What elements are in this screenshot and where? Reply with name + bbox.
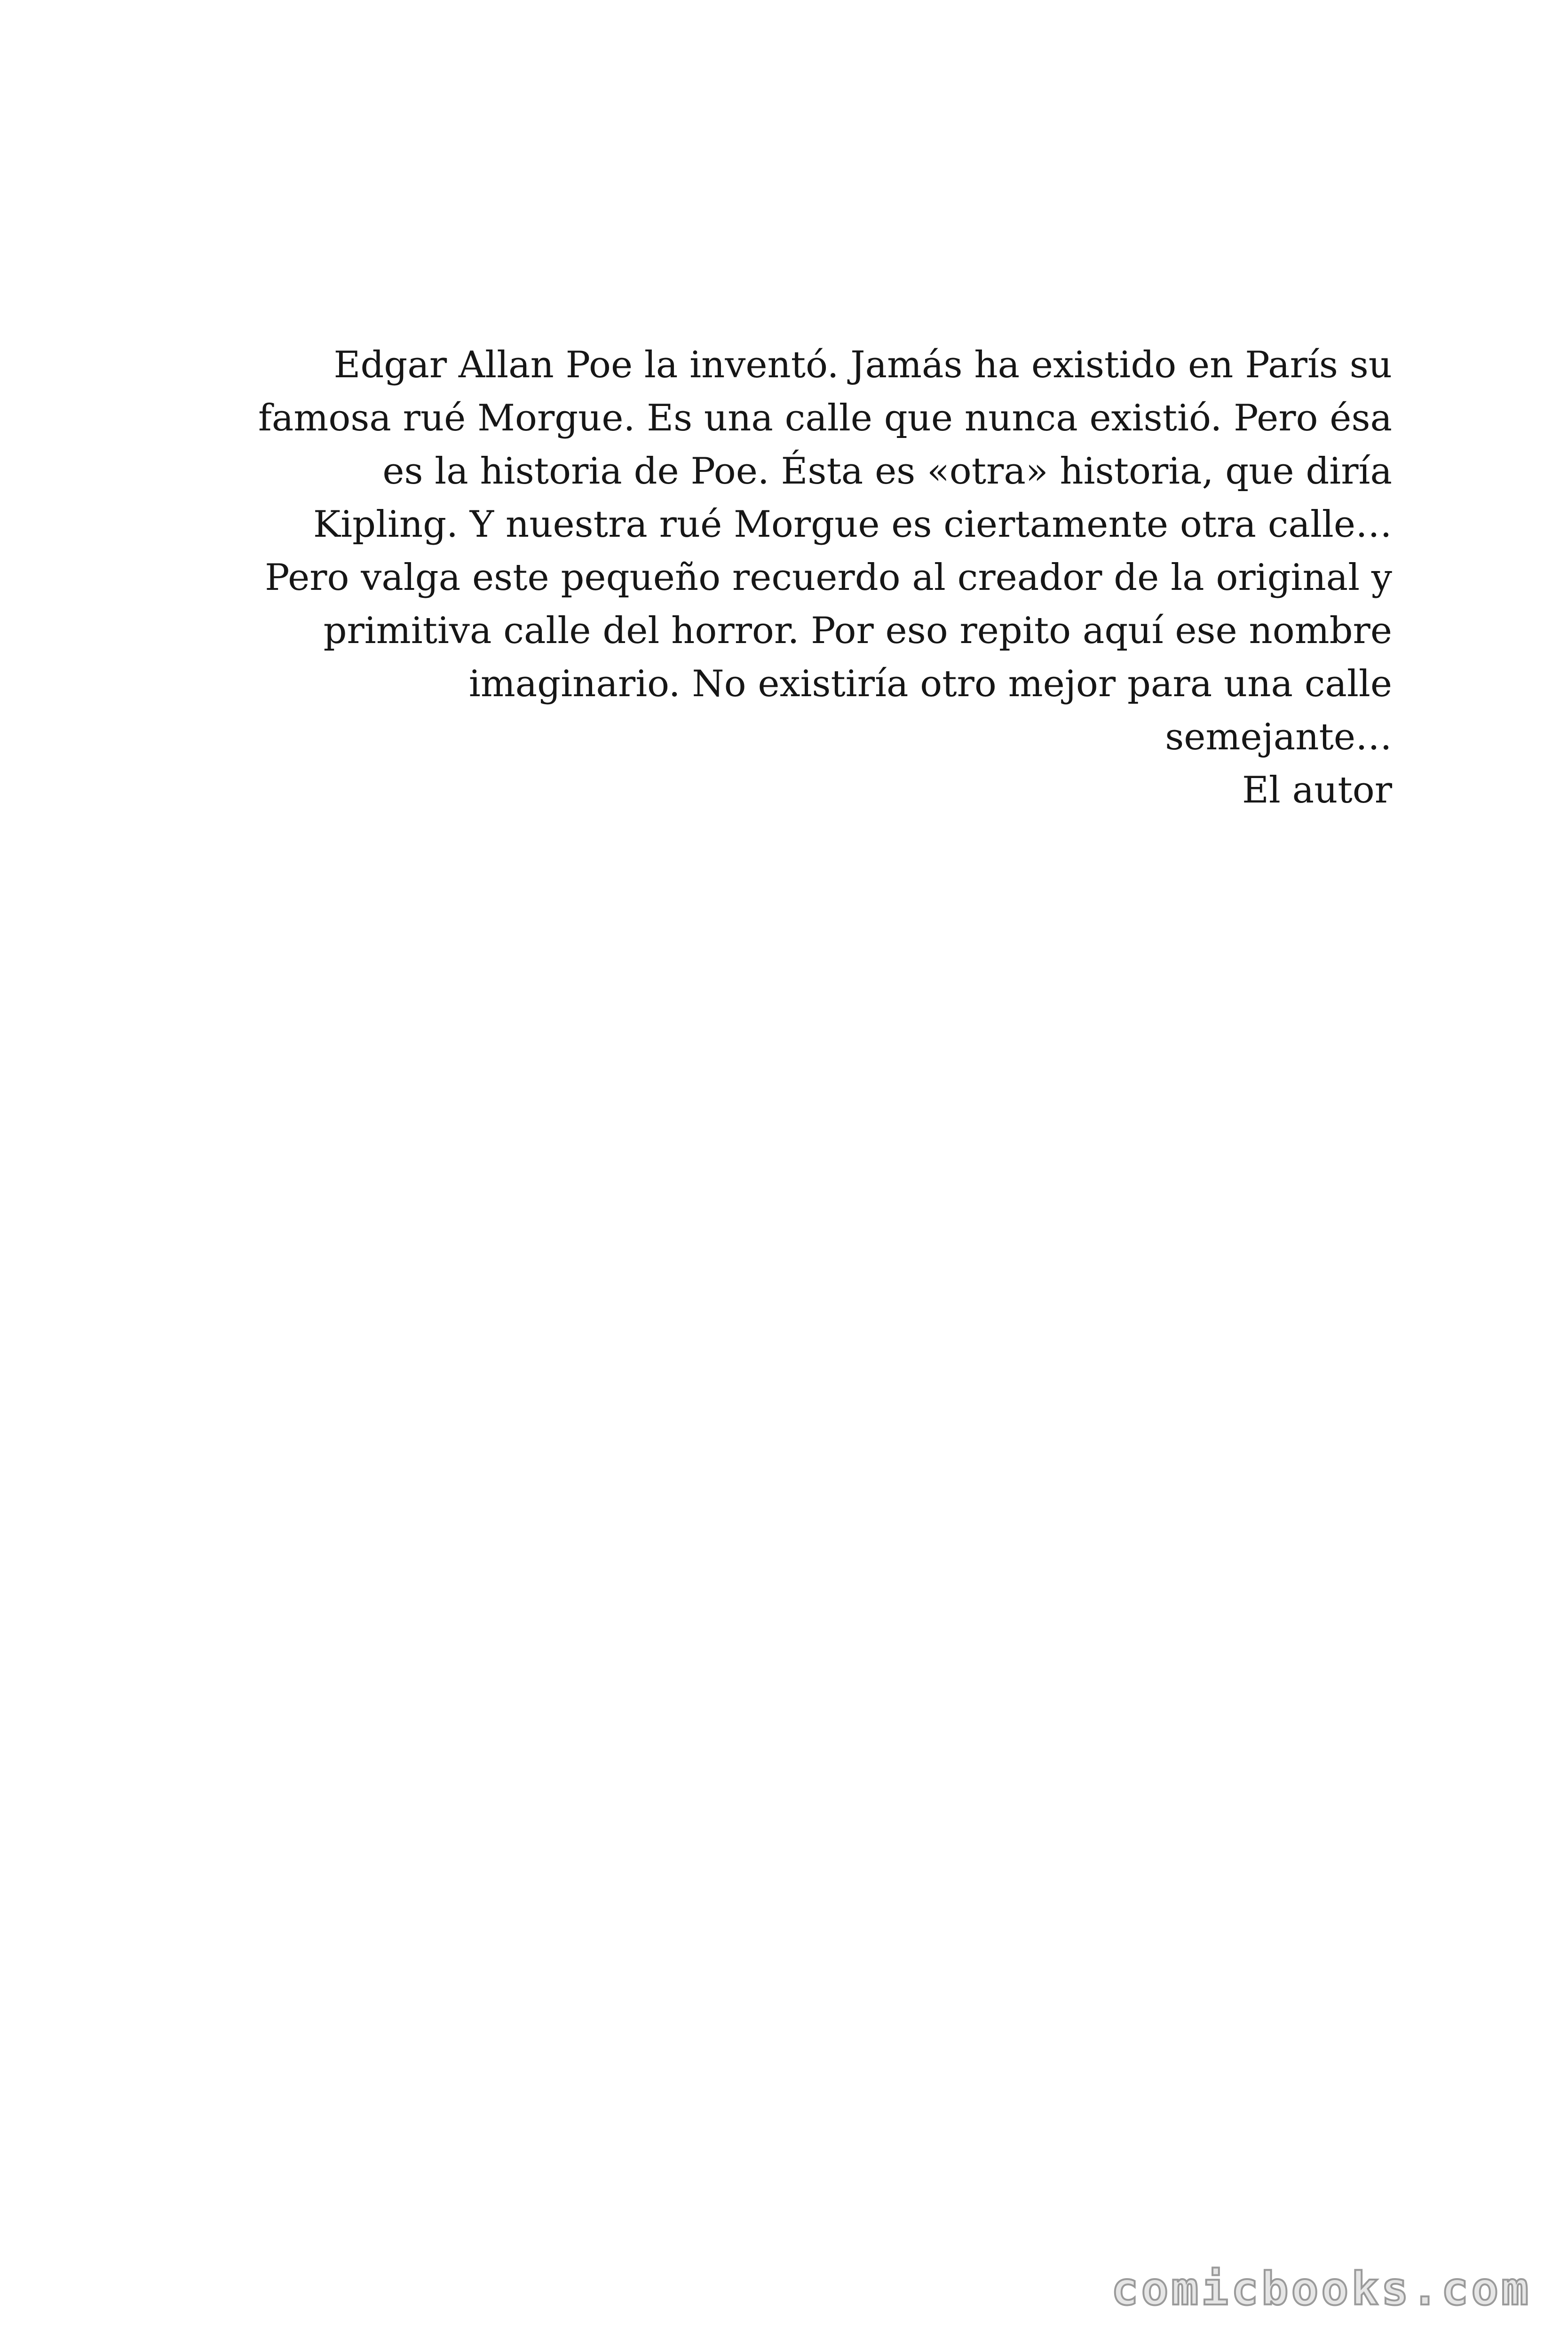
watermark: comicbooks.com [1111,2263,1531,2315]
epigraph-paragraph-2: Pero valga este pequeño recuerdo al creador de la original y primitiva calle del horror. Por eso repito aquí ese nombre imaginario. No existiría otro mejor para una calle semejante… [265,556,1392,758]
epigraph [245,339,1392,817]
author-signature: El autor [1242,769,1392,811]
epigraph-paragraph-1: Edgar Allan Poe la inventó. Jamás ha existido en París su famosa rué Morgue. Es una calle que nunca existió. Pero ésa es la historia de Poe. Ésta es «otra» historia, que diría Kipling. Y nuestra rué Morgue es ciertamente otra calle… [258,344,1392,546]
